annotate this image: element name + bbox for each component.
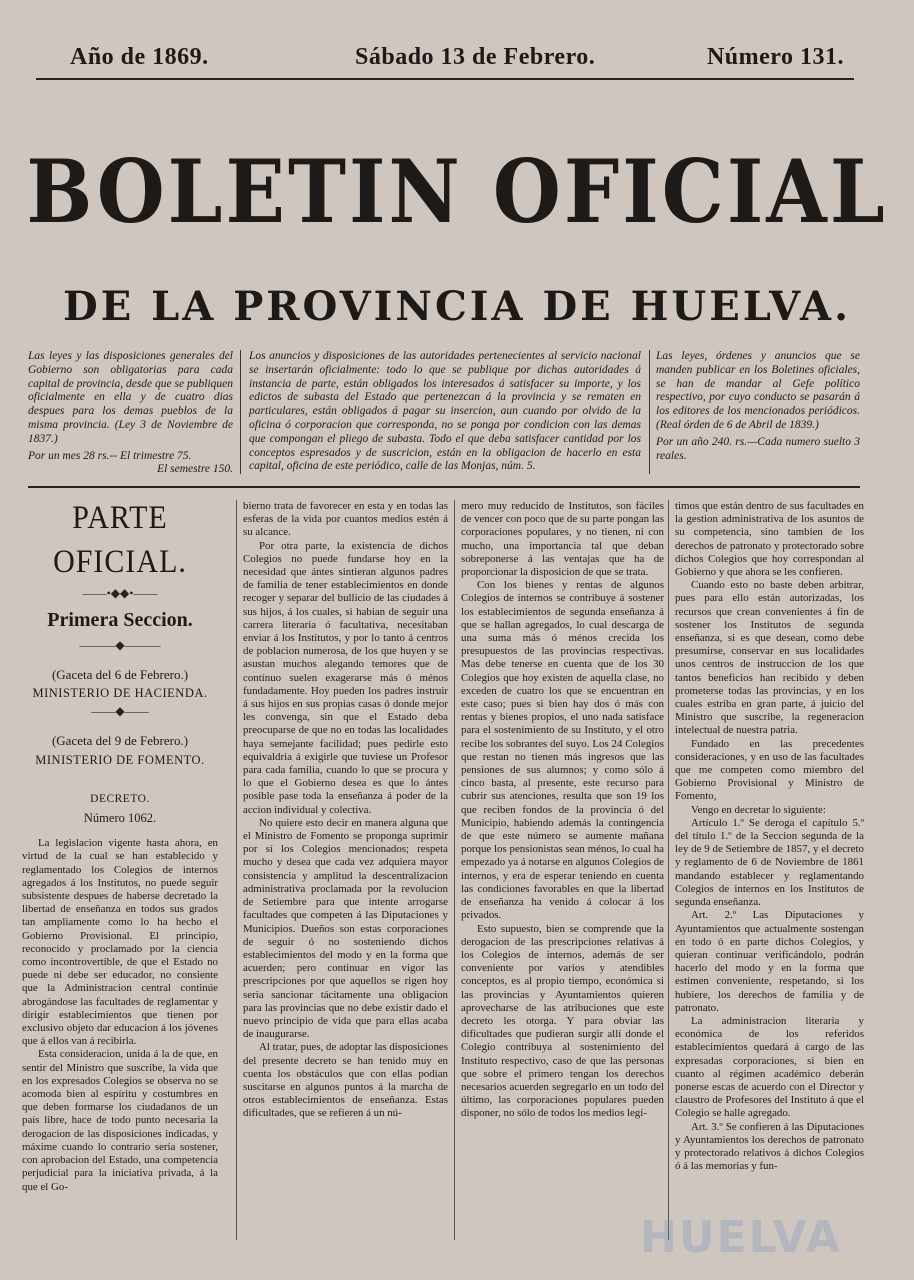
legal-notices: [28, 350, 860, 480]
ministerio-hacienda: MINISTERIO DE HACIENDA.: [32, 686, 208, 701]
issue-date: Sábado 13 de Febrero.: [355, 44, 596, 70]
paragraph: timos que están dentro de sus facultades en la gestion administrativa de los asuntos de su competencia, sino tambien de los derechos de patronato y protectorado sobre dichos Colegios que hoy correspondan al Gobierno y que ahora se les confieren.: [675, 500, 864, 579]
notice-left-price2: El semestre 150.: [157, 463, 233, 476]
primera-seccion-heading: Primera Seccion.: [47, 609, 193, 631]
paragraph: Artículo 1.º Se deroga el capítulo 5.º del título 1.º de la Seccion segunda de la ley de 9 de Setiembre de 1857, y el decreto y reglamento de 6 de Noviembre de 1861 mandando establecer y reglamentando Colegios de internos en los Institutos de segunda enseñanza.: [675, 816, 864, 909]
notice-right-price: Por un año 240. rs.—Cada numero suelto 3 reales.: [656, 435, 860, 462]
paragraph: No quiere esto decir en manera alguna que el Ministro de Fomento se proponga suprimir por sí los Colegios mencionados; respeta mucho y desea que cada vez adquiera mayor consistencia y amplitud la descentralizacion administrativa proclamada por la revolucion de Setiembre para que intente arrogarse facultades que competen á las Diputaciones y Municipios. Dueños son estas corporaciones de seguir ó no sosteniendo dichos establecimientos del modo y en la forma que acuerden; pero continuar en vigor las prescripciones por que aquellos se rigen hoy seria sancionar tácitamente una obligacion para las provincias que no debe existir dado el nuevo principio de vida que para ellas acaba de inaugurarse.: [243, 816, 448, 1041]
paragraph: Con los bienes y rentas de algunos Colegios de internos se contribuye á sostener los establecimientos de segunda enseñanza á que se hallan agregados, lo cual descarga de una suma más ó ménos crecida los presupuestos de las provincias respectivas. Mas debe tenerse en cuenta que de los 30 Colegios que hoy existen de aquella clase, no exceden de cuatro los que se encuentran en este caso; pues si bien hay dos ó más con rentas y bienes propios, el uno nada satisface para el sostenimiento de su Instituto, y el otro recibe los sobrantes del suyo. Los 24 Colegios que restan no tienen más ingresos que las pensiones de sus alumnos; y como sólo á cinco basta, al presente, este recurso para cubrir sus atenciones, resulta que son 19 los que reciben fondos de la provincia ó del Municipio, habiendo además la contingencia de que este número se aumente mañana porque los pensionistas sean ménos, lo cual ha empezado ya á notarse en algunos Colegios de internos, y era de esperar teniendo en cuenta las condiciones favorables en que la libertad de enseñanza ha venido á colocar á los privados.: [461, 579, 664, 922]
paragraph: Por otra parte, la existencia de dichos Colegios no puede fundarse hoy en la necesidad que ántes sintieran algunos padres de familia de tener establecimientos en donde recoger y separar del bullicio de las ciudades á sus hijos, á los cuales, si habian de seguir una carrera literaria ó facultativa, necesitaban enviar á los Institutos, y por lo tanto á centros de poblacion numerosa, de los que huyen y se asustan muchos alegando temores que de contínuo suelen exagerarse más ó ménos fundadamente. Hoy pueden los padres instruir á sus hijos en sus propias casas ó donde mejor les convenga, sin que el Estado deba preocuparse de que no en todas las localidades haya semejante facilidad; pues pedirle esto equivaldria á exigirle que tuviese un Profesor para cada familia, cuando lo que se procura y lo que el Gobierno desea es que lo ántes posible pase toda la enseñanza á poder de la accion individual y colectiva.: [243, 539, 448, 816]
issue-year: Año de 1869.: [70, 44, 209, 70]
paragraph: La legislacion vigente hasta ahora, en virtud de la cual se han establecido y reglamentado los Colegios de internos agregados á los Institutos, no puede seguir subsistente despues de haberse decretado la libertad de enseñanza en todos sus grados tan ampliamente como lo ha hecho el Gobierno Provisional. El principio, reconocido y proclamado por la ciencia como incontrovertible, de que el Estado no puede ni debe ser educador, no consiente que la Administracion central continúe abrogándose las facultades de reglamentar y dirigir establecimientos que tienen por exclusivo objeto dar educacion á los jóvenes que á ellos van á recibirla.: [22, 837, 218, 1048]
ornament-divider: ——◆——: [91, 704, 149, 719]
issue-number: Número 131.: [706, 44, 844, 70]
notice-center-text: Los anuncios y disposiciones de las autoridades pertenecientes al servicio nacional se insertarán oficialmente: todo lo que se publique por dichas autoridades á instancia de parte, están obligados los interesados á satisfacer su importe, y los edictos de subasta del Estado que pertenezcan á la provincia y se rematen en particulares, están obligados á pagar su insercion, aun cuando por olvido de la oficina ó corporacion que corresponda, no se ponga por condicion con las demas que compongan el pliego de subasta. Todo el que deba satisfacer cantidad por los conceptos espresados y de suscricion, están en la obligacion de hacerlo en esta capital, oficina de este periódico, calle de las Monjas, núm. 5.: [249, 350, 641, 473]
paragraph: Vengo en decretar lo siguiente:: [691, 803, 826, 816]
notice-right: [656, 350, 860, 463]
decreto-number: Número 1062.: [83, 811, 157, 826]
paragraph: Al tratar, pues, de adoptar las disposiciones del presente decreto se han tenido muy en cuenta los obstáculos que con ellas podian suscitarse en algunos puntos á la marcha de otros establecimientos de enseñanza. Estas dificultades, que se refieren á un nú-: [243, 1041, 448, 1120]
paragraph: Fundado en las precedentes consideraciones, y en uso de las facultades que me competen como miembro del Gobierno Provisional y Ministro de Fomento,: [675, 737, 864, 803]
paragraph: mero muy reducido de Institutos, son fáciles de vencer con poco que de su parte pongan las corporaciones populares, y no tienen, ni con mucho, una importancia tal que deban sobreponerse á las ventajas que ha de proporcionar la disposicion de que se trata.: [461, 500, 664, 579]
ornament-divider: ———◆———: [79, 638, 161, 652]
notice-center: [240, 350, 650, 474]
top-rule: [36, 78, 854, 80]
notice-left-text: Las leyes y las disposiciones generales del Gobierno son obligatorias para cada capital de provincia, desde que se publiquen oficialmente en ella y de cuatro dias despues para los demas pueblos de la misma provincia. (Ley 3 de Noviembre de 1837.): [28, 350, 233, 445]
column-4: [668, 500, 864, 1240]
column-1: [22, 500, 218, 1240]
column-3: [454, 500, 664, 1240]
ornament-divider: ——•◆◆•——: [82, 586, 158, 600]
decreto-heading: DECRETO.: [90, 792, 150, 805]
paragraph: Cuando esto no baste deben arbitrar, pues para ello están autorizadas, los recursos que crean convenientes á fin de sostener los Institutos de segunda enseñanza, si es que desean, como debe presumirse, conservar en sus localidades unos centros de instruccion de los que tantos beneficios han recibido y deben prometerse todas las provincias, y en los cuales estriba en gran parte, á juicio del Ministro que suscribe, la regeneracion intelectual de nuestra patria.: [675, 579, 864, 737]
paragraph: Art. 3.º Se confieren á las Diputaciones y Ayuntamientos los derechos de patronato y protectorado relativos á dichos Colegios ó á las memorias y fun-: [675, 1120, 864, 1173]
ministerio-fomento: MINISTERIO DE FOMENTO.: [35, 752, 205, 767]
article-columns: [22, 500, 864, 1240]
gaceta-reference-2: (Gaceta del 9 de Febrero.): [51, 733, 189, 749]
paragraph: bierno trata de favorecer en esta y en todas las esferas de la vida por cuantos medios estén á su alcance.: [243, 500, 448, 539]
paragraph: La administracion literaria y económica de los referidos establecimientos quedará á cargo de las expresadas corporaciones, si bien en cuanto al régimen académico deberán ponerse escas de acuerdo con el Director y claustro de Profesores del Instituto á que el Colegio se halle agregado.: [675, 1014, 864, 1120]
paragraph: Esta consideracion, unida á la de que, en sentir del Ministro que suscribe, la vida que en los expresados Colegios se observa no se acomoda bien al espíritu y costumbres en que deben formarse los ciudadanos de un país libre, hace de todo punto necesaria la derogacion de las disposiciones indicadas, y máxime cuando lo contrario sería sostener, con aprobacion del Estado, una competencia perjudicial para la iniciativa privada, á la que el Go-: [22, 1048, 218, 1193]
section-rule: [28, 486, 860, 488]
column-2: [236, 500, 448, 1240]
notice-left: [28, 350, 233, 477]
paragraph: Esto supuesto, bien se comprende que la derogacion de las prescripciones relativas á los Colegios de internos, además de ser conveniente por varios y atendibles conceptos, es al propio tiempo, económica si las provincias y Ayuntamientos quieren aprovecharse de las atribuciones que este decreto les otorga. Y para obviar las dificultades que pudieran surgir allí donde el Colegio contribuya al sostenimiento del Instituto respectivo, caso de que las personas que sobre el primero tengan los derechos necesarios acuerden segregarlo en un todo del último, las corporaciones populares pueden disponer, no sólo de todos los medios legí-: [461, 922, 664, 1120]
newspaper-title: BOLETIN OFICIAL: [26, 141, 888, 244]
archive-watermark: HUELVA: [640, 1212, 842, 1263]
newspaper-subtitle: DE LA PROVINCIA DE HUELVA.: [63, 283, 851, 330]
gaceta-reference-1: (Gaceta del 6 de Febrero.): [51, 667, 189, 682]
paragraph: Art. 2.º Las Diputaciones y Ayuntamientos que actualmente sostengan en todo ó en parte dichos Colegios, y quieran continuar verificándolo, podrán hacerlo del modo y en la forma que estimen conveniente, respetando, si los hubiere, los derechos de familia y de patronato.: [675, 909, 864, 1014]
notice-right-text: Las leyes, órdenes y anuncios que se manden publicar en los Boletines oficiales, se han de mandar al Gefe político respectivo, por cuyo conducto se pasarán á los editores de los mencionados periódicos. (Real órden de 6 de Abril de 1839.): [656, 350, 860, 431]
parte-oficial-heading: PARTE OFICIAL.: [53, 500, 187, 580]
notice-left-price1: Por un mes 28 rs.-- El trimestre 75.: [28, 449, 192, 462]
